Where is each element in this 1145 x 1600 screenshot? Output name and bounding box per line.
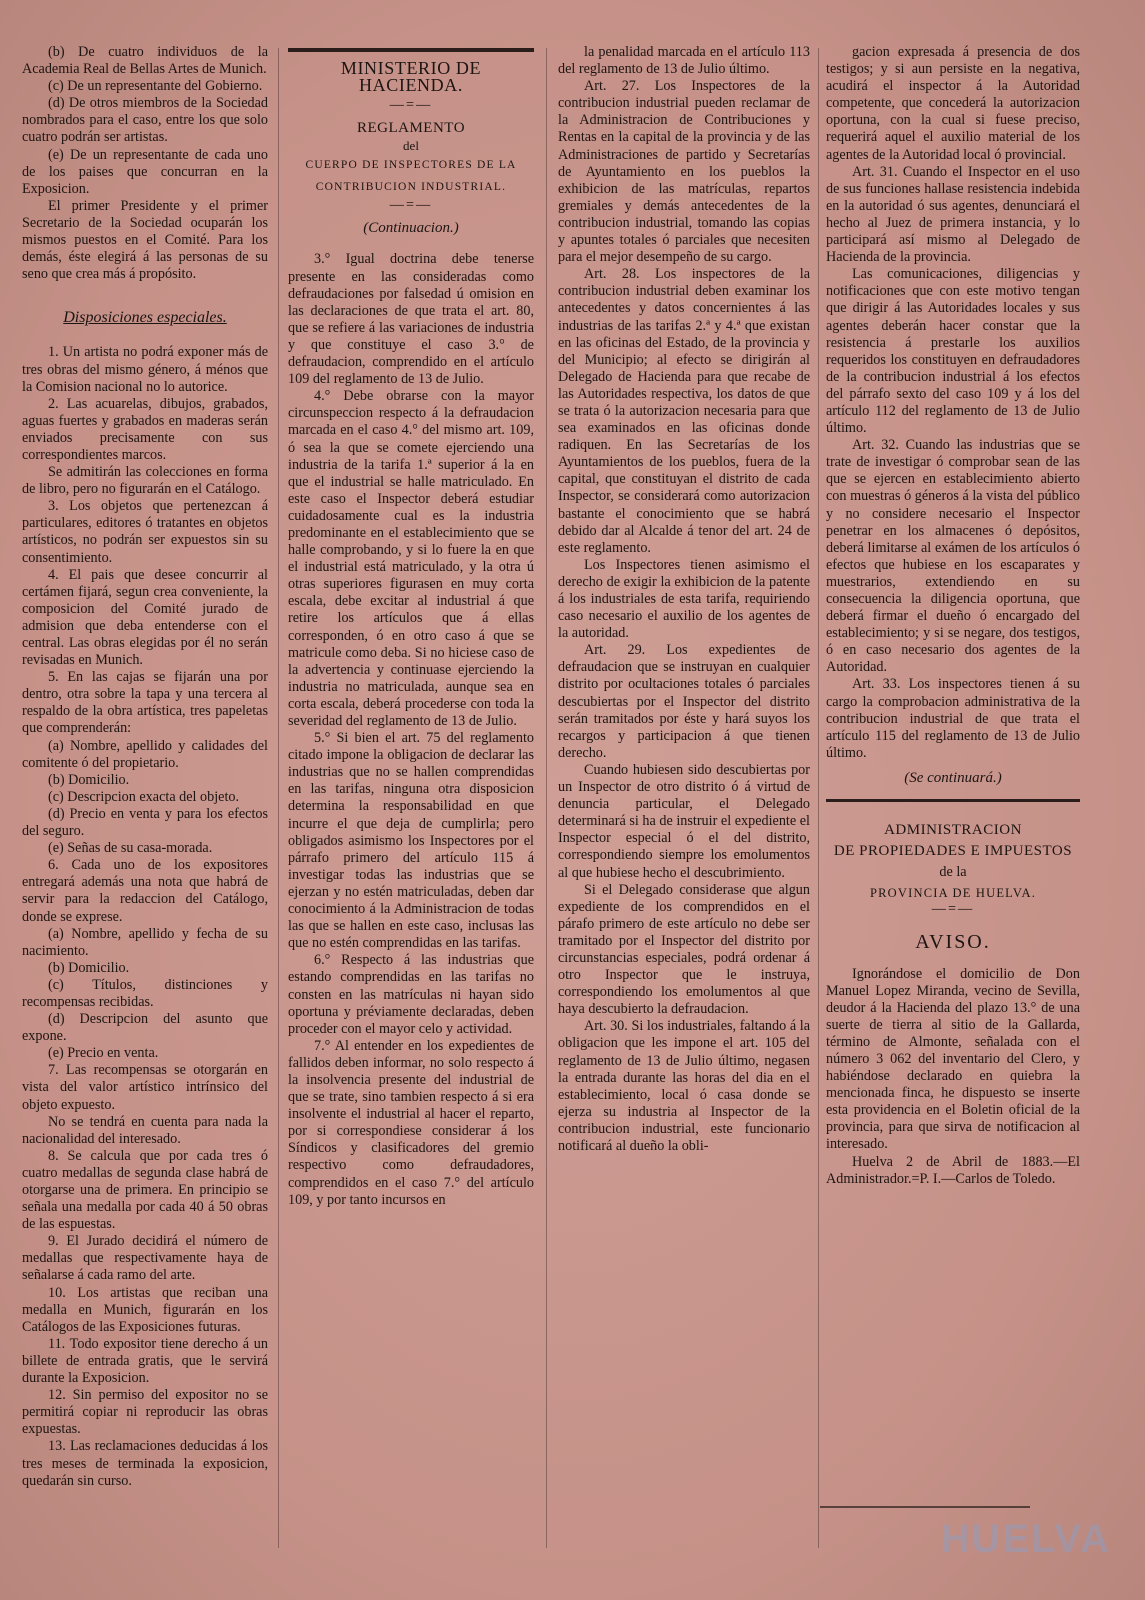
library-watermark: HUELVA [940,1517,1111,1561]
paragraph: (e) De un representante de cada uno de los paises que concurran en la Exposicion. [22,146,268,197]
provision-item: (d) Descripcion del asunto que expone. [22,1011,268,1045]
reglamento-articles-end [826,44,1080,762]
article-paragraph: 5.° Si bien el art. 75 del reglamento citado impone la obligacion de declarar las industrias que no se hallen comprendidas en las tarifas, ninguna otra disposicion determina la responsabilidad en que incurre el que deja de cumplirla; pero obligados asimismo los Inspectores por el párrafo primero del artículo 115 á investigar todas las industrias que se ejerzan y no estén matriculadas, deben dar conocimiento á la Administracion de todas las que se hallen en este caso, inclusas las que no estén comprendidas en las tarifas. [288,730,534,952]
signature: Huelva 2 de Abril de 1883.—El Administrador.=P. I.—Carlos de Toledo. [826,1153,1080,1187]
aviso-text: Ignorándose el domicilio de Don Manuel Lopez Miranda, vecino de Sevilla, deudor á la Hacienda del plazo 13.° de una suerte de tierra al sitio de la Gallarda, término de Almonte, señalada con el número 3 062 del inventario del Clero, y habiéndose declarado en quiebra la mencionada finca, he dispuesto se inserte esta providencia en el Boletin oficial de la provincia, para que sirva de notificacion al interesado. [826,965,1080,1153]
provision-item: 12. Sin permiso del expositor no se permitirá copiar ni reproducir las obras expuestas. [22,1387,268,1438]
provision-item: (c) Descripcion exacta del objeto. [48,788,240,805]
separator: —=— [389,97,433,114]
article-paragraph: Las comunicaciones, diligencias y notificaciones que con este motivo tengan que dirigir á las Autoridades locales y sus agentes deberán hacer constar que la resistencia á prestarle los auxilios requeridos los constituyen en defraudadores de la contribucion industrial á los efectos del párrafo sexto del caso 109 y á los del artículo 112 del reglamento de 13 de Julio último. [826,266,1080,437]
paragraph: (c) De un representante del Gobierno. [48,78,263,95]
aviso-title: AVISO. [915,931,991,954]
provision-item: 13. Las reclamaciones deducidas á los tres meses de terminada la exposicion, quedarán sin curso. [22,1438,268,1489]
ministry-title: MINISTERIO DE HACIENDA. [340,58,482,96]
article-paragraph: la penalidad marcada en el artículo 113 del reglamento de 13 de Julio último. [558,44,810,78]
article-paragraph: gacion expresada á presencia de dos testigos; y si aun persiste en la negativa, acudirá el inspector á la Autoridad competente, que concederá la autorizacion oportuna, con la cual si fuese preciso, requerirá aquel el auxilio material de los agentes de la Autoridad local ó provincial. [826,44,1080,163]
provision-item: (a) Nombre, apellido y fecha de su nacimiento. [22,925,268,959]
provision-item: 4. El pais que desee concurrir al certámen fijará, segun crea conveniente, la composicion del Comité jurado de admision que deba entenderse con el central. Las obras elegidas por él no serán revisadas en Munich. [22,566,268,669]
provision-item: 10. Los artistas que reciban una medalla en Munich, figurarán en los Catálogos de las Exposiciones futuras. [22,1284,268,1335]
article-paragraph: 4.° Debe obrarse con la mayor circunspeccion respecto á la defraudacion marcada en el caso 4.° del mismo art. 109, ó sea la que se comete ejerciendo una industria de la tarifa 1.ª superior á la en que el industrial se halle matriculado. En este caso el Inspector deberá estudiar cuidadosamente cual es la industria predominante en el establecimiento que se halle comprobando, y si lo fuere la en que el industrial está matriculado, y la otra ú otras superiores figurasen en muy corta escala, debe excitar al industrial á que retire los artículos que á ellas corresponden, ó en otro caso á que se matricule como deba. Si no hiciese caso de la advertencia y continuase ejerciendo la industria no matriculada, aunque sea en corta escala, deberá procederse con toda la severidad del reglamento de 13 de Julio. [288,388,534,729]
provision-item: 6. Cada uno de los expositores entregará además una nota que habrá de servir para la redaccion del Catálogo, donde se exprese. [22,857,268,925]
admin-subtitle: DE PROPIEDADES E IMPUESTOS [833,843,1073,860]
provision-item: 11. Todo expositor tiene derecho á un billete de entrada gratis, que le servirá durante la Exposicion. [22,1335,268,1387]
paragraph: (b) De cuatro individuos de la Academia Real de Bellas Artes de Munich. [22,44,268,78]
provision-item: 8. Se calcula que por cada tres ó cuatro medallas de segunda clase habrá de otorgarse una de primera. En principio se señala una medalla por cada 40 á 50 obras de las espuestas. [22,1147,268,1233]
provision-item: 7. Las recompensas se otorgarán en vista del valor artístico intrínsico del objeto expuesto. [22,1062,268,1113]
provision-item: (b) Domicilio. [48,771,130,788]
de-la: de la [939,864,967,881]
provision-item: 3. Los objetos que pertenezcan á particulares, editores ó tratantes en objetos artísticos, no podrán ser expuestos sin su consentimiento. [22,498,268,566]
provision-item: 5. En las cajas se fijarán una por dentro, otra sobre la tapa y una tercera al respaldo de la obra artística, tres papeletas que comprenderán: [22,669,268,737]
provision-item: No se tendrá en cuenta para nada la nacionalidad del interesado. [22,1113,268,1147]
reglamento-title: REGLAMENTO [356,120,466,137]
provision-item: (e) Señas de su casa-morada. [48,840,213,857]
article-paragraph: Art. 32. Cuando las industrias que se trate de investigar ó comprobar sean de las que se ejercen en establecimiento abierto con muestras ó géneros á la vista del público y no considere necesario el Inspector penetrar en los almacenes ó depósitos, deberá limitarse al exámen de los artículos ó efectos que hubiese en los escaparates y muestrarios, extendiendo en su consecuencia la diligencia oportuna, que deberá firmar el dueño ó encargado del establecimiento; y si se negare, dos testigos, ó en caso necesario dos agentes de la Autoridad. [826,437,1080,676]
article-paragraph: Art. 30. Si los industriales, faltando á la obligacion que les impone el art. 105 del reglamento de 13 de Julio último, negasen la entrada durante las horas del dia en el establecimiento, local ó casa donde se ejerza su industria al Inspector de la contribucion industrial, este funcionario notificará al dueño la obli- [558,1018,810,1154]
article-paragraph: 3.° Igual doctrina debe tenerse presente en las consideradas como defraudaciones por falsedad ú omision en las declaraciones de que trata el art. 80, que se refiere á las variaciones de industria y que constituye el caso 3.° de defraudacion, comprendido en el artículo 109 del reglamento de 13 de Julio. [288,251,534,388]
article-paragraph: Los Inspectores tienen asimismo el derecho de exigir la exhibicion de la patente á los industriales de esta tarifa, requiriendo caso necesario el auxilio de los agentes de la autoridad. [558,556,810,642]
provision-item: (a) Nombre, apellido y calidades del comitente ó del propietario. [22,737,268,771]
column-3 [558,44,810,1155]
article-paragraph: 6.° Respecto á las industrias que estando comprendidas en las tarifas no consten en las matrículas ni hayan sido oportuna y préviamente declaradas, deben proceder con el mayor celo y actividad. [288,952,534,1037]
provision-item: Se admitirán las colecciones en forma de libro, pero no figurarán en el Catálogo. [22,464,268,498]
column-1 [22,44,268,1490]
provision-item: (c) Títulos, distinciones y recompensas recibidas. [22,976,268,1010]
article-paragraph: Art. 33. Los inspectores tienen á su cargo la comprobacion administrativa de la contribucion industrial de que trata el artículo 115 del reglamento de 13 de Julio último. [826,676,1080,761]
provision-item: 9. El Jurado decidirá el número de medallas que respectivamente haya de señalarse á cada ramo del arte. [22,1233,268,1284]
column-2 [288,44,534,1209]
provision-item: (d) Precio en venta y para los efectos del seguro. [22,805,268,840]
reglamento-articles [288,251,534,1208]
se-continuara: (Se continuará.) [904,769,1002,786]
column-4 [826,44,1080,1188]
section-title: Disposiciones especiales. [63,309,227,327]
provision-item: (b) Domicilio. [48,959,130,976]
continuacion: (Continuacion.) [363,220,459,237]
cuerpo-title: CUERPO DE INSPECTORES DE LA CONTRIBUCION INDUSTRIAL. [305,159,517,194]
admin-title: ADMINISTRACION [884,822,1022,839]
paragraph: El primer Presidente y el primer Secretario de la Sociedad ocuparán los mismos puestos en el Comité. Para los demás, éste elegirá á las personas de su seno que crea más á propósito. [22,197,268,283]
column-rule-1 [278,48,279,1548]
section-rule [826,799,1080,802]
article-paragraph: Art. 31. Cuando el Inspector en el uso de sus funciones hallase resistencia indebida en la autoridad ó sus agentes, denunciará el hecho al Juez de primera instancia, y lo participará así mismo al Delegado de Hacienda de la provincia. [826,163,1080,266]
article-paragraph: 7.° Al entender en los expedientes de fallidos deben informar, no solo respecto á la insolvencia presente del industrial de que se trate, sino tambien respecto á si era insolvente el industrial al hacer el reparto, por si correspondiese considerar á los Síndicos y clasificadores del gremio respectivo como defraudadores, comprendidos en el caso 7.° del artículo 109, y por tanto incursos en [288,1037,534,1208]
exhibition-committee-text [22,44,268,283]
article-paragraph: Si el Delegado considerase que algun expediente de los comprendidos en el párafo primero de este artículo no debe ser tramitado por el Inspector del distrito por circunstancias especiales, podrá ordenar á otro Inspector que le instruya, correspondiendo los emolumentos al que haya descubierto la defraudacion. [558,881,810,1018]
article-paragraph: Cuando hubiesen sido descubiertas por un Inspector de otro distrito ó á virtud de denuncia particular, el Delegado determinará si ha de instruir el expediente el Inspector especial ó el del distrito, correspondiendo siempre los emolumentos al que hubiese hecho el descubrimiento. [558,761,810,881]
provision-item: 2. Las acuarelas, dibujos, grabados, aguas fuertes y grabados en maderas serán enviados precisamente con sus correspondientes marcos. [22,395,268,463]
article-paragraph: Art. 27. Los Inspectores de la contribucion industrial pueden reclamar de la Administracion de Contribuciones y Rentas en la capital de la provincia y de las Administraciones de partido y Secretarías de Ayuntamiento en los pueblos la exhibicion de las matrículas, repartos gremiales y demás antecedentes de la contribucion industrial, tomando las copias y apuntes totales ó parciales que necesiten para el mejor desempeño de su cargo. [558,78,810,266]
top-rule [288,48,534,52]
provincia-title: PROVINCIA DE HUELVA. [869,886,1037,901]
separator-3: —=— [931,901,975,918]
paragraph: (d) De otros miembros de la Sociedad nombrados para el caso, entre los que solo cuatro podrán ser artistas. [22,95,268,146]
provision-item: (e) Precio en venta. [48,1045,159,1062]
article-paragraph: Art. 29. Los expedientes de defraudacion que se instruyan en cualquier distrito por ocultaciones totales ó parciales descubiertas por el Inspector del distrito serán tramitados por éste y hará suyos los recargos y participacion á que tienen derecho. [558,642,810,761]
separator-2: —=— [389,197,433,214]
stamp-rule [820,1506,1030,1508]
column-rule-3 [818,48,819,1548]
special-provisions-list [22,344,268,1489]
column-rule-2 [546,48,547,1548]
article-paragraph: Art. 28. Los inspectores de la contribucion industrial deben examinar los antecedentes y datos concernientes á las industrias de las tarifas 2.ª y 4.ª que existan en las oficinas del Estado, de la provincia y del Municipio; al efecto se dirigirán al Delegado de Hacienda para que recabe de las Autoridades respectiva, los datos de que se trata ó la autorizacion necesaria para que sea examinados en las oficinas donde radiquen. En las Secretarías de los Ayuntamientos de los pueblos, fuera de la capital, que constituyan el distrito de cada Inspector, se considerará como autorizacion bastante el conocimiento que se habrá debido dar al Alcalde á tenor del art. 24 de este reglamento. [558,266,810,556]
reglamento-articles-continued [558,44,810,1155]
del-word: del [403,138,419,154]
provision-item: 1. Un artista no podrá exponer más de tres obras del mismo género, á ménos que la Comision nacional no lo autorice. [22,344,268,395]
